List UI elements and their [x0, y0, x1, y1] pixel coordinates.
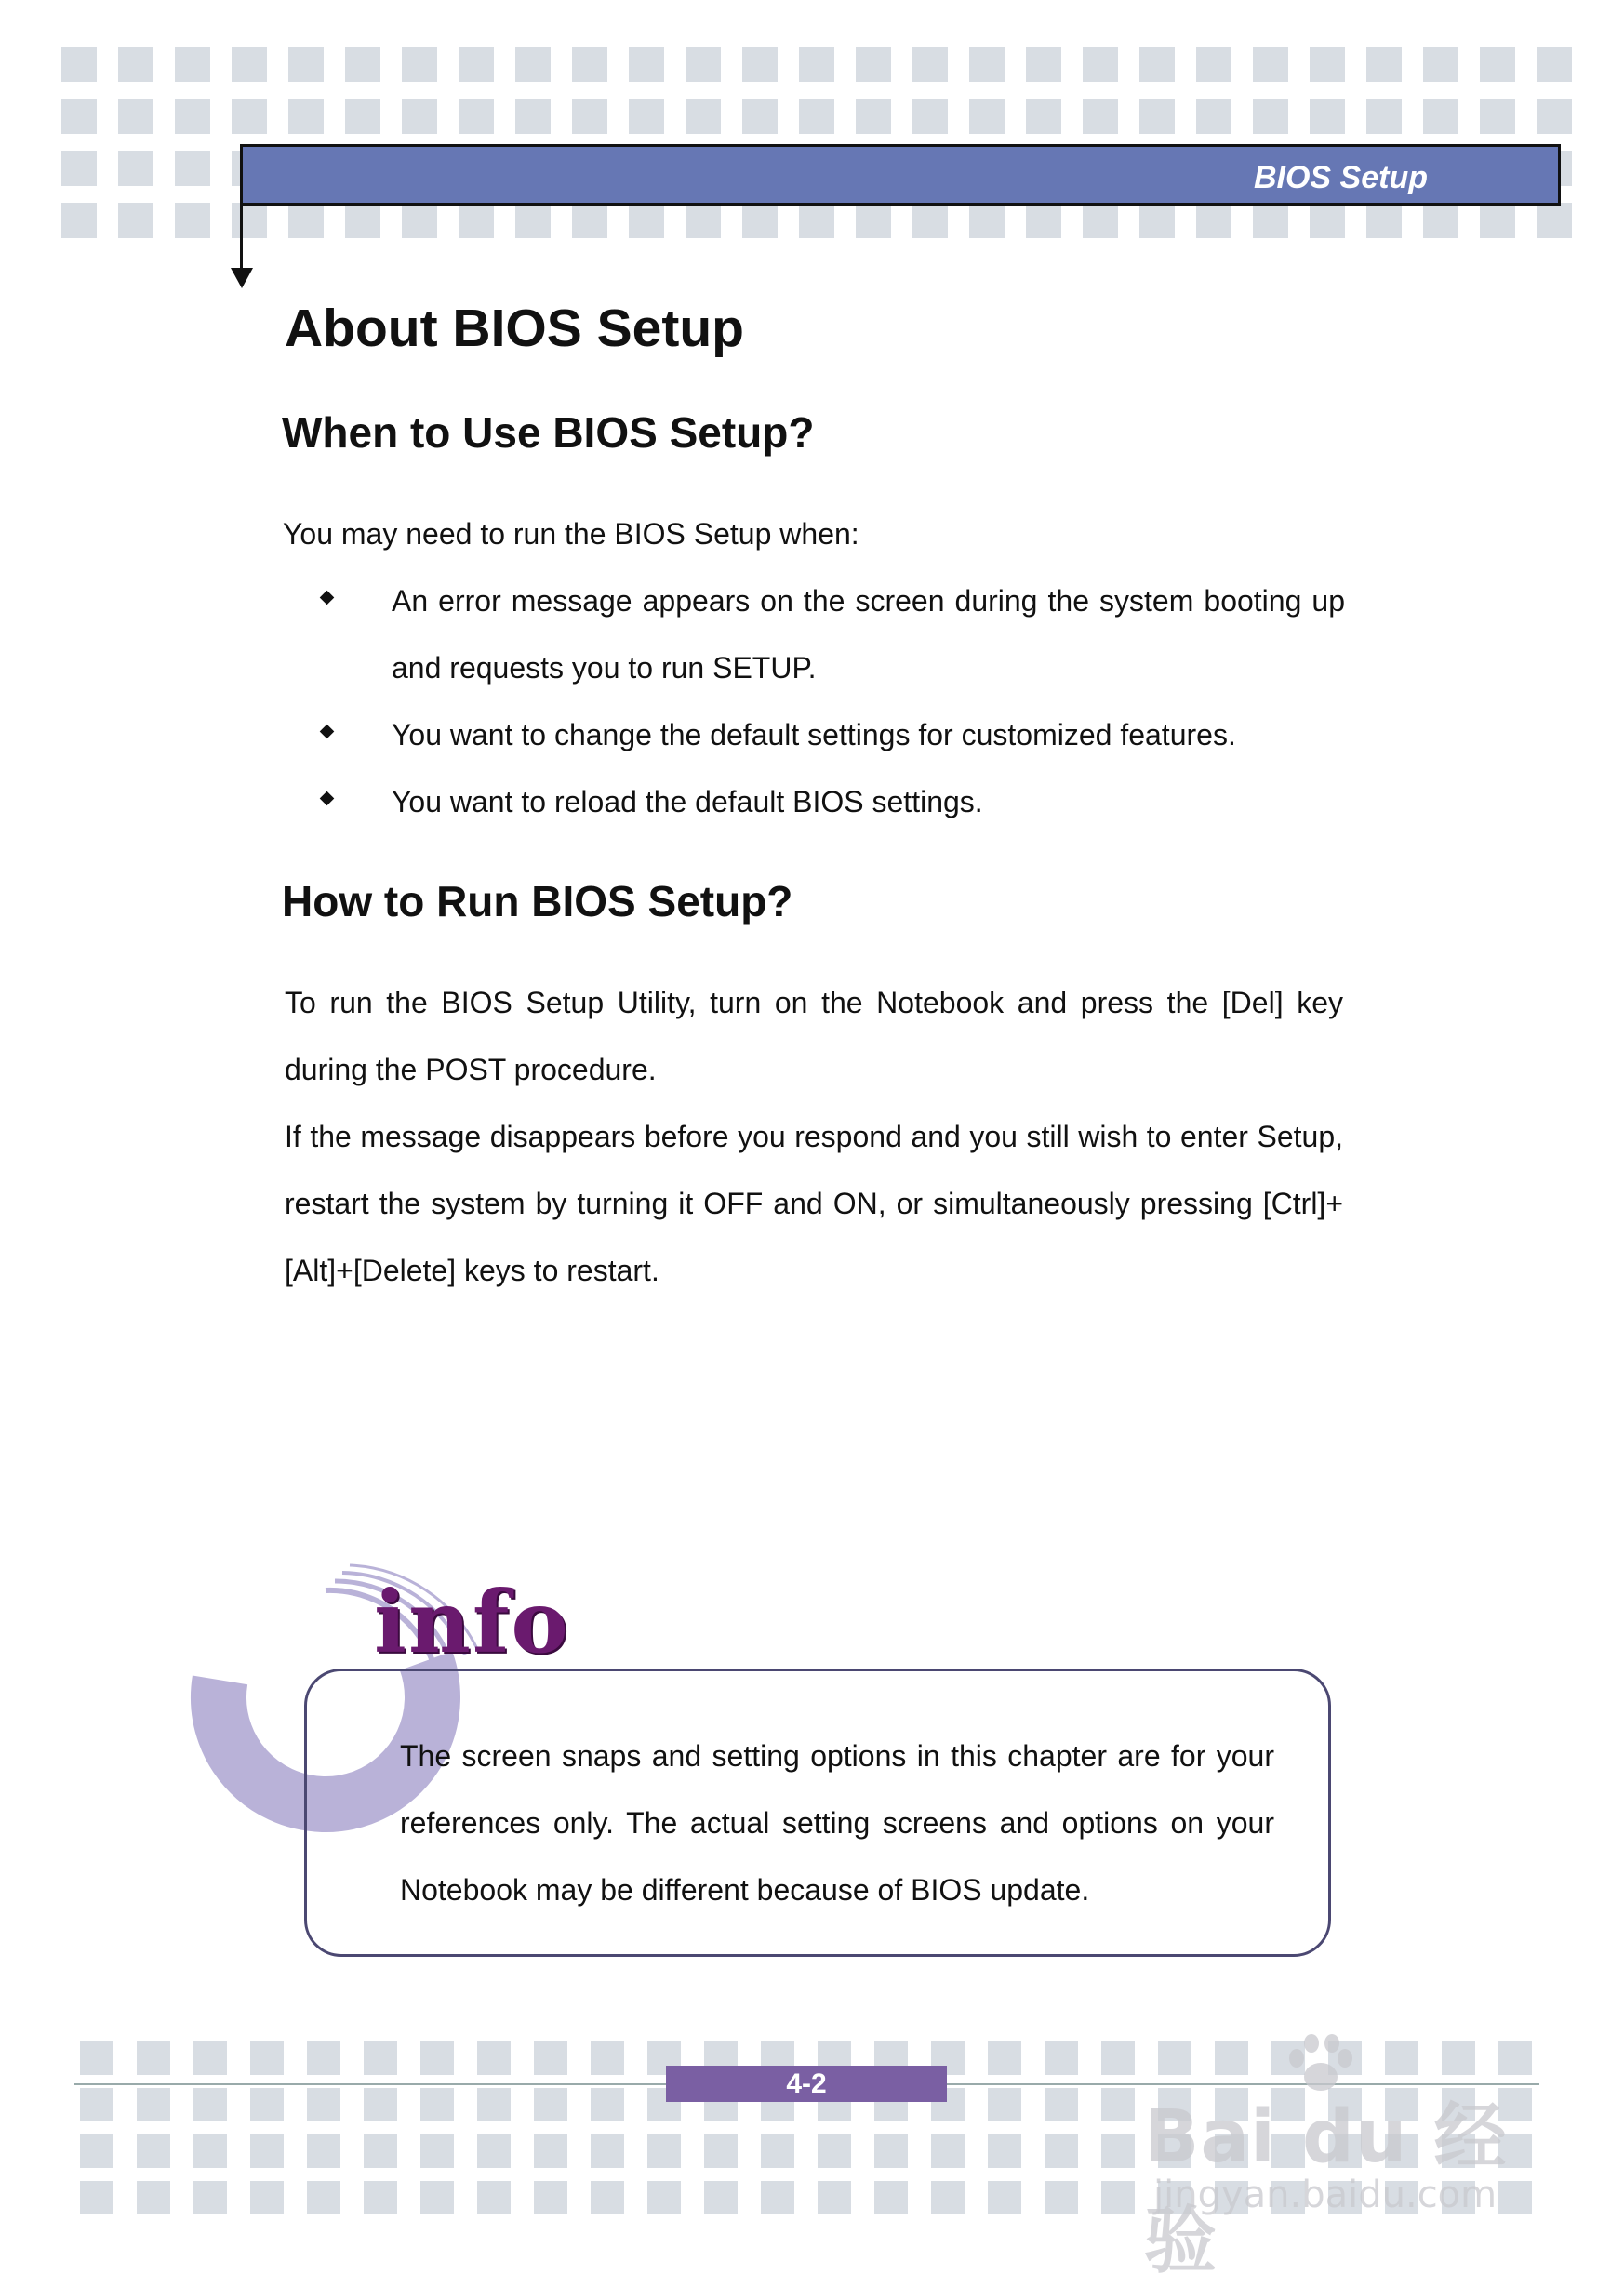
section-heading-how: How to Run BIOS Setup? — [282, 877, 793, 925]
grid-square — [402, 203, 437, 238]
grid-square — [420, 2181, 454, 2214]
grid-square — [118, 47, 153, 82]
grid-square — [459, 47, 494, 82]
grid-square — [1083, 203, 1118, 238]
grid-square — [856, 203, 891, 238]
watermark-url: jingyan.baidu.com — [1153, 2174, 1498, 2216]
grid-square — [629, 47, 664, 82]
grid-square — [364, 2041, 397, 2075]
grid-square — [1366, 203, 1402, 238]
grid-square — [591, 2181, 624, 2214]
page-title: About BIOS Setup — [285, 299, 744, 358]
grid-square — [364, 2181, 397, 2214]
grid-square — [402, 47, 437, 82]
grid-square — [364, 2088, 397, 2121]
grid-square — [704, 2134, 738, 2168]
grid-square — [175, 99, 210, 134]
grid-square — [629, 99, 664, 134]
diamond-bullet-icon — [320, 791, 335, 806]
watermark-logo: Bai du 经验 — [1144, 2095, 1508, 2283]
diamond-bullet-icon — [320, 591, 335, 605]
grid-square — [232, 47, 267, 82]
grid-square — [477, 2181, 511, 2214]
grid-square — [250, 2181, 284, 2214]
grid-square — [988, 2181, 1021, 2214]
grid-square — [912, 47, 948, 82]
grid-square — [988, 2041, 1021, 2075]
info-label: info — [374, 1572, 570, 1672]
grid-square — [1480, 203, 1515, 238]
grid-square — [1537, 99, 1572, 134]
grid-square — [477, 2134, 511, 2168]
grid-square — [1139, 99, 1175, 134]
grid-square — [818, 2181, 851, 2214]
grid-square — [591, 2041, 624, 2075]
section-heading-when: When to Use BIOS Setup? — [282, 408, 815, 457]
grid-square — [1045, 2134, 1078, 2168]
grid-square — [969, 203, 1005, 238]
grid-square — [420, 2134, 454, 2168]
grid-square — [515, 203, 551, 238]
grid-square — [137, 2088, 170, 2121]
grid-square — [591, 2088, 624, 2121]
grid-square — [1045, 2041, 1078, 2075]
grid-square — [572, 203, 607, 238]
grid-square — [515, 47, 551, 82]
grid-square — [799, 99, 834, 134]
grid-square — [288, 99, 324, 134]
grid-square — [931, 2134, 965, 2168]
grid-square — [1310, 99, 1345, 134]
grid-square — [345, 47, 380, 82]
grid-square — [1101, 2041, 1135, 2075]
grid-square — [80, 2134, 113, 2168]
grid-square — [647, 2134, 681, 2168]
grid-square — [345, 99, 380, 134]
grid-square — [80, 2088, 113, 2121]
grid-square — [80, 2181, 113, 2214]
grid-square — [137, 2041, 170, 2075]
grid-square — [1423, 99, 1458, 134]
grid-square — [193, 2041, 227, 2075]
paragraph: To run the BIOS Setup Utility, turn on the Notebook and press the [Del] key during the POST procedure. — [285, 986, 1343, 1086]
grid-square — [459, 99, 494, 134]
grid-square — [250, 2134, 284, 2168]
grid-square — [175, 203, 210, 238]
header-connector-line — [240, 206, 243, 271]
grid-square — [420, 2088, 454, 2121]
grid-square — [1026, 99, 1061, 134]
grid-square — [799, 47, 834, 82]
list-item — [322, 701, 1345, 768]
grid-square — [1139, 47, 1175, 82]
grid-square — [175, 151, 210, 186]
grid-square — [856, 47, 891, 82]
grid-square — [232, 203, 267, 238]
grid-square — [250, 2041, 284, 2075]
grid-square — [799, 203, 834, 238]
grid-square — [137, 2181, 170, 2214]
grid-square — [534, 2088, 567, 2121]
grid-square — [874, 2181, 908, 2214]
grid-square — [1101, 2181, 1135, 2214]
grid-square — [647, 2181, 681, 2214]
grid-square — [742, 99, 778, 134]
grid-square — [969, 47, 1005, 82]
paragraph: If the message disappears before you respond and you still wish to enter Setup, restart the system by turning it OFF and ON, or simultaneously pressing [Ctrl]+[Alt]+[Delete] keys to restart. — [285, 1120, 1343, 1287]
grid-square — [232, 99, 267, 134]
grid-square — [1026, 47, 1061, 82]
grid-square — [686, 203, 721, 238]
grid-square — [515, 99, 551, 134]
grid-square — [818, 2134, 851, 2168]
grid-square — [591, 2134, 624, 2168]
grid-square — [364, 2134, 397, 2168]
grid-square — [856, 99, 891, 134]
grid-square — [1083, 47, 1118, 82]
grid-square — [1196, 99, 1231, 134]
grid-square — [1045, 2088, 1078, 2121]
grid-square — [118, 99, 153, 134]
grid-square — [761, 2134, 794, 2168]
grid-square — [874, 2134, 908, 2168]
grid-square — [420, 2041, 454, 2075]
grid-square — [477, 2041, 511, 2075]
grid-square — [288, 47, 324, 82]
grid-square — [1480, 47, 1515, 82]
grid-square — [704, 2181, 738, 2214]
grid-square — [572, 99, 607, 134]
grid-square — [1537, 47, 1572, 82]
grid-square — [1045, 2181, 1078, 2214]
grid-square — [912, 203, 948, 238]
grid-square — [80, 2041, 113, 2075]
grid-square — [1253, 99, 1288, 134]
grid-square — [1310, 47, 1345, 82]
grid-square — [988, 2134, 1021, 2168]
grid-square — [931, 2181, 965, 2214]
grid-square — [1423, 203, 1458, 238]
grid-square — [477, 2088, 511, 2121]
grid-square — [1253, 203, 1288, 238]
grid-square — [307, 2088, 340, 2121]
section-intro: You may need to run the BIOS Setup when: — [283, 517, 859, 551]
grid-square — [912, 99, 948, 134]
chapter-title: BIOS Setup — [1253, 160, 1428, 195]
list-item-text: You want to change the default settings for customized features. — [392, 718, 1236, 751]
grid-square — [307, 2181, 340, 2214]
grid-square — [534, 2134, 567, 2168]
grid-square — [61, 99, 97, 134]
grid-square — [1083, 99, 1118, 134]
grid-square — [1196, 203, 1231, 238]
grid-square — [61, 203, 97, 238]
grid-square — [1537, 203, 1572, 238]
grid-square — [1423, 47, 1458, 82]
grid-square — [250, 2088, 284, 2121]
grid-square — [1026, 203, 1061, 238]
baidu-watermark — [1144, 2032, 1535, 2283]
info-text: The screen snaps and setting options in this chapter are for your references only. The actual setting screens and options on your Notebook may be different because of BIOS update. — [400, 1739, 1274, 1907]
grid-square — [1253, 47, 1288, 82]
diamond-bullet-icon — [320, 725, 335, 739]
grid-square — [686, 47, 721, 82]
grid-square — [345, 203, 380, 238]
grid-square — [572, 47, 607, 82]
grid-square — [1310, 203, 1345, 238]
page-number: 4-2 — [666, 2066, 947, 2102]
grid-square — [118, 203, 153, 238]
bullet-list — [322, 567, 1345, 835]
grid-square — [175, 47, 210, 82]
grid-square — [118, 151, 153, 186]
chapter-header-band — [240, 144, 1561, 206]
list-item-text: An error message appears on the screen during the system booting up and requests you to run SETUP. — [392, 584, 1345, 685]
grid-square — [1196, 47, 1231, 82]
grid-square — [742, 47, 778, 82]
grid-square — [534, 2181, 567, 2214]
grid-square — [1366, 47, 1402, 82]
grid-square — [988, 2088, 1021, 2121]
grid-square — [1139, 203, 1175, 238]
grid-square — [1101, 2134, 1135, 2168]
grid-square — [969, 99, 1005, 134]
run-instructions — [285, 969, 1343, 1304]
grid-square — [686, 99, 721, 134]
grid-square — [61, 47, 97, 82]
list-item-text: You want to reload the default BIOS settings. — [392, 785, 983, 818]
grid-square — [1366, 99, 1402, 134]
grid-square — [629, 203, 664, 238]
list-item — [322, 567, 1345, 701]
grid-square — [761, 2181, 794, 2214]
grid-square — [307, 2041, 340, 2075]
grid-square — [459, 203, 494, 238]
grid-square — [742, 203, 778, 238]
down-arrow-icon — [231, 268, 253, 288]
grid-square — [1101, 2088, 1135, 2121]
grid-square — [307, 2134, 340, 2168]
grid-square — [193, 2134, 227, 2168]
grid-square — [193, 2088, 227, 2121]
grid-square — [402, 99, 437, 134]
grid-square — [137, 2134, 170, 2168]
grid-square — [534, 2041, 567, 2075]
list-item — [322, 768, 1345, 835]
grid-square — [193, 2181, 227, 2214]
grid-square — [1480, 99, 1515, 134]
grid-square — [61, 151, 97, 186]
grid-square — [288, 203, 324, 238]
